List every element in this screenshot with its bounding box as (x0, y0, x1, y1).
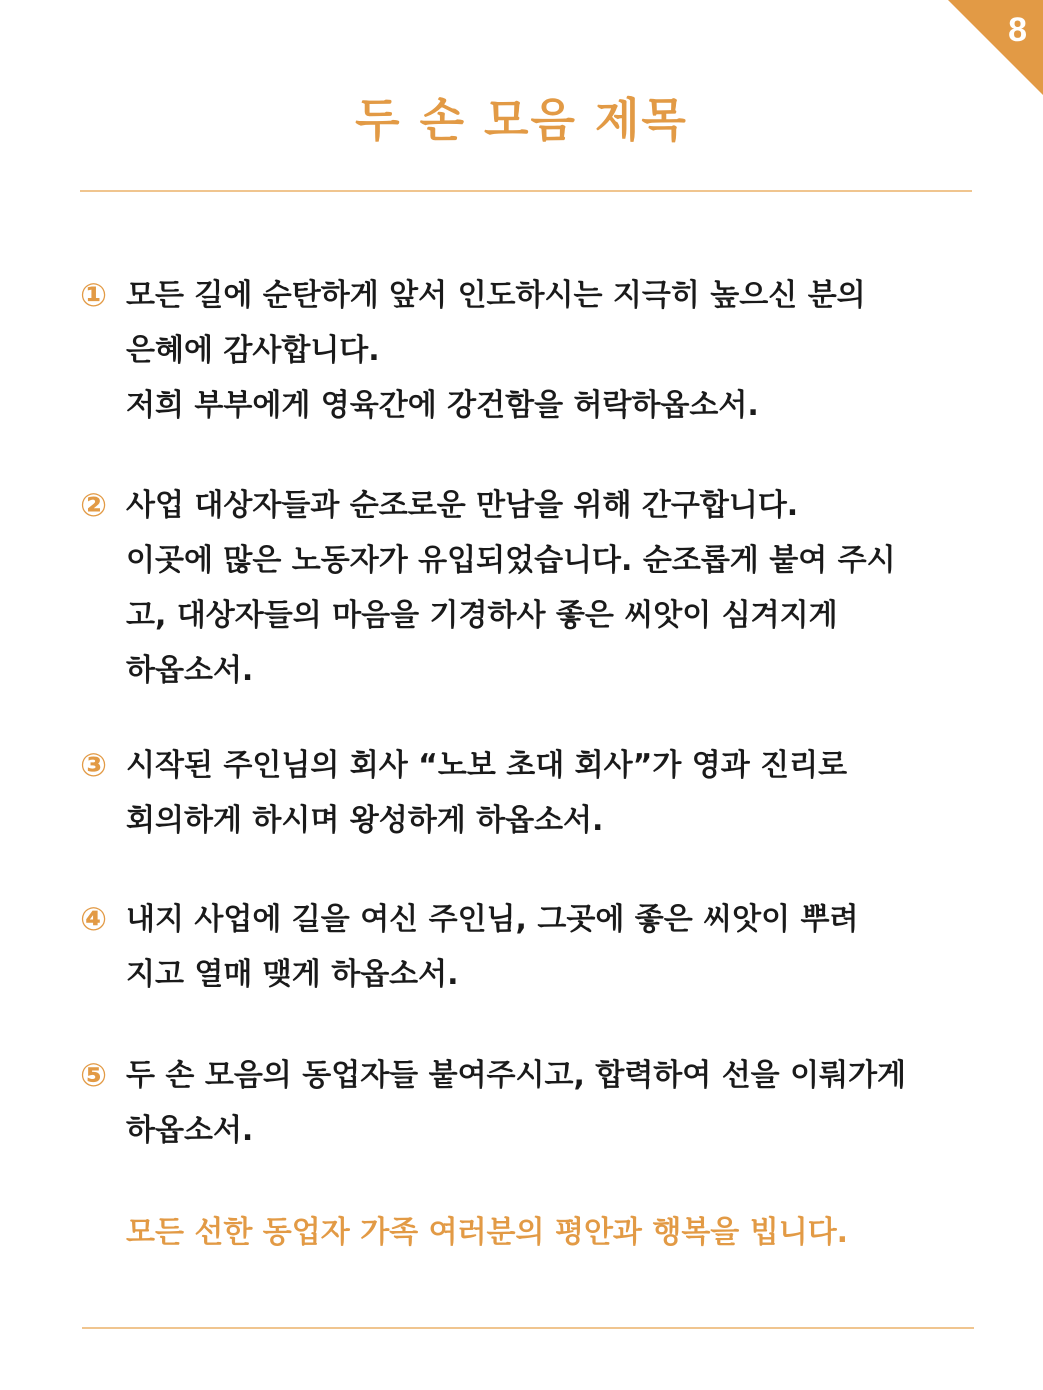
prayer-line: 두 손 모음의 동업자들 붙여주시고, 합력하여 선을 이뤄가게 (126, 1058, 907, 1093)
prayer-line: 저희 부부에게 영육간에 강건함을 허락하옵소서. (126, 388, 759, 423)
prayer-item-4 (80, 892, 980, 1002)
prayer-line: 지고 열매 맺게 하옵소서. (126, 957, 459, 992)
prayer-number-3: ③ (80, 746, 108, 784)
title-divider (80, 190, 972, 192)
page-title: 두 손 모음 제목 (355, 93, 688, 147)
footer-divider (82, 1327, 974, 1329)
page-corner-tab (948, 0, 1043, 95)
prayer-line: 이곳에 많은 노동자가 유입되었습니다. 순조롭게 붙여 주시 (126, 543, 896, 578)
page-number: 8 (1008, 11, 1027, 49)
prayer-line: 하옵소서. (126, 1113, 254, 1148)
prayer-line: 고, 대상자들의 마음을 기경하사 좋은 씨앗이 심겨지게 (126, 598, 838, 633)
prayer-line: 회의하게 하시며 왕성하게 하옵소서. (126, 803, 604, 838)
prayer-line: 내지 사업에 길을 여신 주인님, 그곳에 좋은 씨앗이 뿌려 (126, 902, 859, 937)
prayer-line: 시작된 주인님의 회사 “노보 초대 회사”가 영과 진리로 (126, 748, 848, 783)
prayer-item-1 (80, 268, 980, 433)
prayer-number-4: ④ (80, 900, 108, 938)
prayer-line: 모든 길에 순탄하게 앞서 인도하시는 지극히 높으신 분의 (126, 278, 866, 313)
prayer-number-5: ⑤ (80, 1056, 108, 1094)
prayer-number-1: ① (80, 276, 108, 314)
prayer-line: 은혜에 감사합니다. (126, 333, 380, 368)
prayer-line: 하옵소서. (126, 653, 254, 688)
prayer-number-2: ② (80, 486, 108, 524)
closing-blessing: 모든 선한 동업자 가족 여러분의 평안과 행복을 빕니다. (126, 1215, 849, 1250)
prayer-item-2 (80, 478, 980, 698)
prayer-line: 사업 대상자들과 순조로운 만남을 위해 간구합니다. (126, 488, 799, 523)
prayer-item-3 (80, 738, 980, 848)
prayer-item-5 (80, 1048, 980, 1158)
